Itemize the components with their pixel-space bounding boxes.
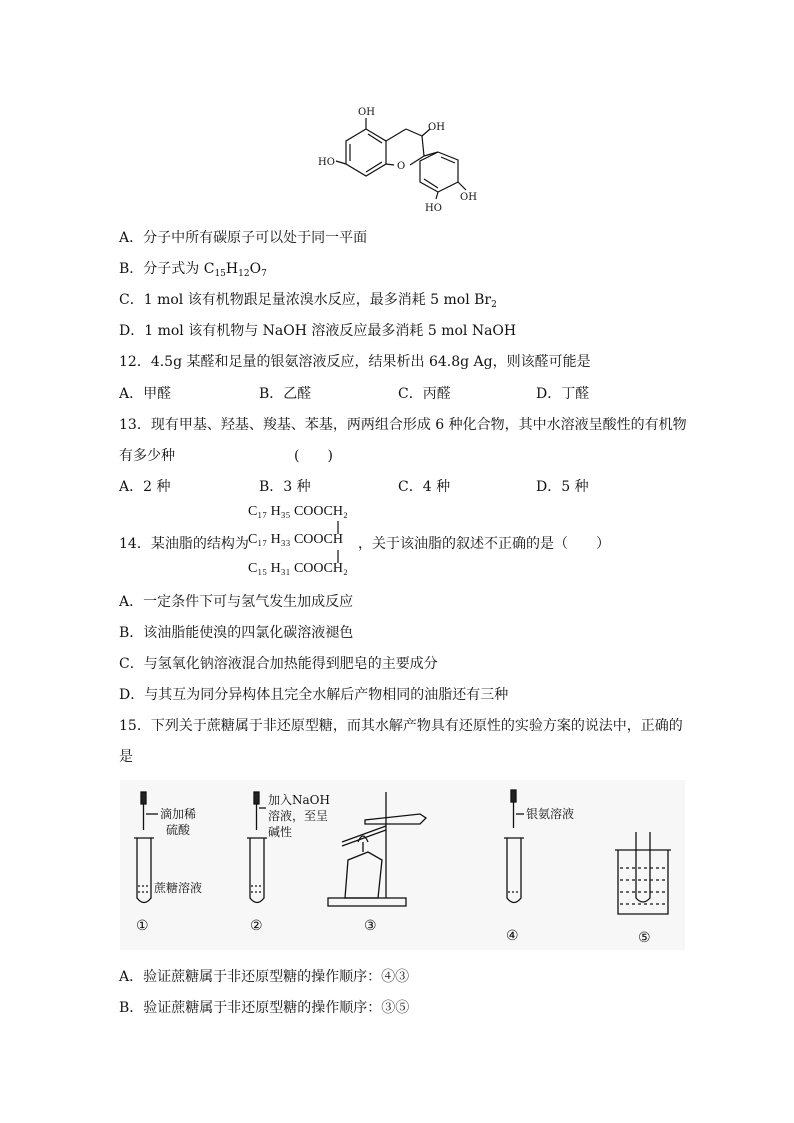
step-3-label: ③ — [364, 918, 377, 934]
q13-option-c: C．4 种 — [398, 479, 451, 495]
q11-option-a: A．分子中所有碳原子可以处于同一平面 — [119, 230, 368, 246]
step-1-label: ① — [136, 918, 149, 934]
q15-option-a: A．验证蔗糖属于非还原型糖的操作顺序：④③ — [119, 969, 410, 985]
q12-option-d: D．丁醛 — [536, 386, 590, 402]
q11-option-b: B．分子式为 $C_{15}H_{12}O_7$ — [119, 261, 267, 279]
q11-option-c: C．1 mol 该有机物跟足量浓溴水反应，最多消耗 5 mol $Br_2$ — [119, 292, 497, 310]
q14-option-a: A．一定条件下可与氢气发生加成反应 — [119, 594, 354, 610]
label-solution-until: 溶液，至呈 — [268, 809, 329, 823]
q13-stem-line2: 有多少种 — [119, 448, 175, 464]
label-add-dilute-acid: 滴加稀 — [160, 807, 197, 821]
oh-bottom-right-label: OH — [460, 192, 477, 203]
q13-stem-line1: 13．现有甲基、羟基、羧基、苯基，两两组合形成 6 种化合物，其中水溶液呈酸性的有机物 — [119, 417, 687, 433]
q14-option-b: B．该油脂能使溴的四氯化碳溶液褪色 — [119, 625, 354, 641]
q13-option-b: B．3 种 — [259, 479, 311, 495]
label-add-naoh: 加入NaOH — [268, 793, 330, 807]
oh-c3-label: OH — [428, 122, 445, 133]
q14-option-c: C．与氢氧化钠溶液混合加热能得到肥皂的主要成分 — [119, 656, 438, 672]
oh-top-label: OH — [358, 107, 375, 118]
q15-stem-line2: 是 — [119, 749, 133, 765]
q15-stem-line1: 15．下列关于蔗糖属于非还原型糖，而其水解产物具有还原性的实验方案的说法中，正确的 — [119, 718, 683, 734]
ho-left-label: HO — [318, 157, 335, 168]
q14-option-d: D．与其互为同分异构体且完全水解后产物相同的油脂还有三种 — [119, 687, 509, 703]
q14-stem-prefix: 14．某油脂的结构为 — [119, 536, 249, 552]
step-5-label: ⑤ — [638, 930, 651, 946]
q15-option-b: B．验证蔗糖属于非还原型糖的操作顺序：③⑤ — [119, 1000, 410, 1016]
q11-option-d: D．1 mol 该有机物与 NaOH 溶液反应最多消耗 5 mol NaOH — [119, 323, 517, 339]
label-sucrose-solution: 蔗糖溶液 — [154, 881, 203, 895]
ring-oxygen-label: O — [397, 161, 406, 172]
catechin-structure — [310, 100, 490, 218]
q14-stem-suffix: ，关于该油脂的叙述不正确的是（ ） — [358, 536, 610, 552]
step-4-label: ④ — [506, 928, 519, 944]
q13-answer-paren: ( ) — [294, 448, 333, 464]
ho-bottom-left-label: HO — [425, 203, 442, 214]
q12-option-b: B．乙醛 — [259, 386, 312, 402]
fat-structure-row3: C₁₅ H₃₁ COOCH₂ — [248, 561, 348, 576]
fat-structure-row1: C₁₇ H₃₅ COOCH₂ — [248, 504, 348, 519]
experiment-figure — [120, 780, 685, 950]
fat-structure-row2: C₁₇ H₃₃ COOCH — [248, 532, 343, 547]
q13-option-d: D．5 种 — [536, 479, 589, 495]
fat-bonds — [330, 518, 350, 568]
q13-option-a: A．2 种 — [119, 479, 171, 495]
q12-stem: 12．4.5g 某醛和足量的银氨溶液反应，结果析出 64.8g Ag，则该醛可能是 — [119, 354, 591, 370]
step-2-label: ② — [250, 918, 263, 934]
q12-option-c: C．丙醛 — [398, 386, 451, 402]
q12-option-a: A．甲醛 — [119, 386, 172, 402]
label-alkaline: 碱性 — [268, 825, 293, 839]
label-sulfuric-acid: 硫酸 — [166, 823, 191, 837]
label-silver-ammonia: 银氨溶液 — [526, 807, 575, 821]
